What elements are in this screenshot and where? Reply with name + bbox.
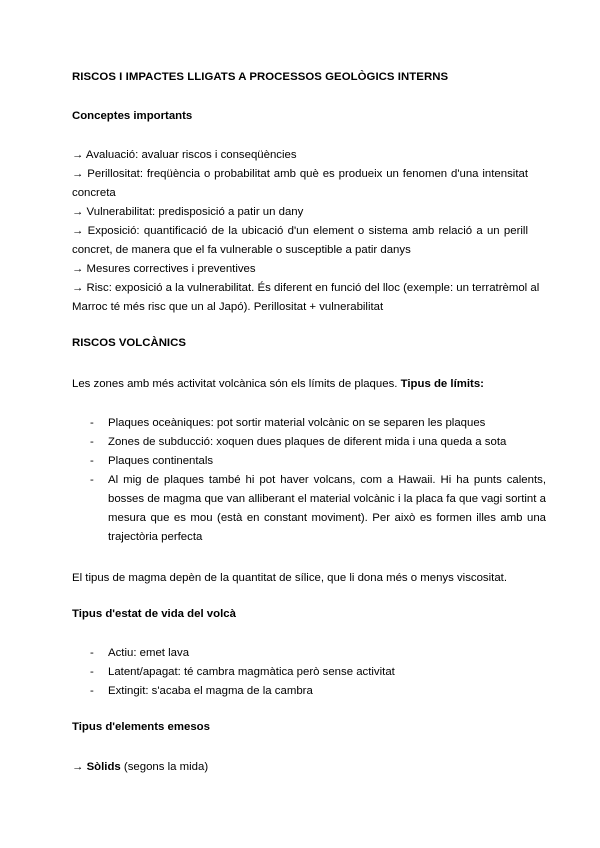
dash-marker: - <box>90 455 94 467</box>
section-heading-elements-emesos: Tipus d'elements emesos <box>72 721 210 733</box>
magma-note: El tipus de magma depèn de la quantitat de sílice, que li dona més o menys viscositat. <box>72 572 507 584</box>
dash-marker: - <box>90 436 94 448</box>
intro-text: Les zones amb més activitat volcànica són els límits de plaques. <box>72 378 398 390</box>
dash-marker: - <box>90 417 94 429</box>
concept-line: → Perillositat: freqüència o probabilitat amb què es produeix un fenomen d'una intensitat <box>72 168 528 180</box>
list-item-text: Zones de subducció: xoquen dues plaques de diferent mida i una queda a sota <box>108 436 507 448</box>
list-item-text: Al mig de plaques també hi pot haver volcans, com a Hawaii. Hi ha punts calents, bosses de magma que van alliberant el material volcànic i la placa fa que vagi sortint a mesura que es mou (està en constant moviment). Per això es formen illes amb una trajectòria perfecta <box>108 474 546 543</box>
solids-bold-text: Sòlids <box>86 761 121 773</box>
section-heading-estat-vida: Tipus d'estat de vida del volcà <box>72 608 236 620</box>
section-heading-riscos-volcanics: RISCOS VOLCÀNICS <box>72 337 186 349</box>
list-item-text: Plaques oceàniques: pot sortir material volcànic on se separen les plaques <box>108 417 486 429</box>
list-item-text: Extingit: s'acaba el magma de la cambra <box>108 685 313 697</box>
concept-line: Marroc té més risc que un al Japó). Perillositat + vulnerabilitat <box>72 301 384 313</box>
list-item-text: Plaques continentals <box>108 455 214 467</box>
concept-line: → Exposició: quantificació de la ubicació d'un element o sistema amb relació a un perill <box>72 225 528 237</box>
list-item-text: Latent/apagat: té cambra magmàtica però sense activitat <box>108 666 395 678</box>
concept-line: → Avaluació: avaluar riscos i conseqüències <box>72 149 297 161</box>
document-title: RISCOS I IMPACTES LLIGATS A PROCESSOS GEOLÒGICS INTERNS <box>72 71 449 83</box>
solids-rest-text: (segons la mida) <box>123 761 209 773</box>
concept-line: → Risc: exposició a la vulnerabilitat. És diferent en funció del lloc (exemple: un terratrèmol al <box>72 282 540 294</box>
intro-paragraph <box>72 375 484 393</box>
dash-marker: - <box>90 685 94 697</box>
section-heading-conceptes: Conceptes importants <box>72 110 193 122</box>
dash-marker: - <box>90 474 94 486</box>
concept-line: concret, de manera que el fa vulnerable o susceptible a patir danys <box>72 244 411 256</box>
list-item-text: Actiu: emet lava <box>108 647 190 659</box>
concept-line: → Mesures correctives i preventives <box>72 263 256 275</box>
concept-line: → Vulnerabilitat: predisposició a patir un dany <box>72 206 304 218</box>
arrow-icon: → <box>72 761 84 773</box>
dash-marker: - <box>90 647 94 659</box>
concept-line: concreta <box>72 187 116 199</box>
intro-bold-text: Tipus de límits: <box>400 378 484 390</box>
dash-marker: - <box>90 666 94 678</box>
solids-line <box>72 758 208 776</box>
